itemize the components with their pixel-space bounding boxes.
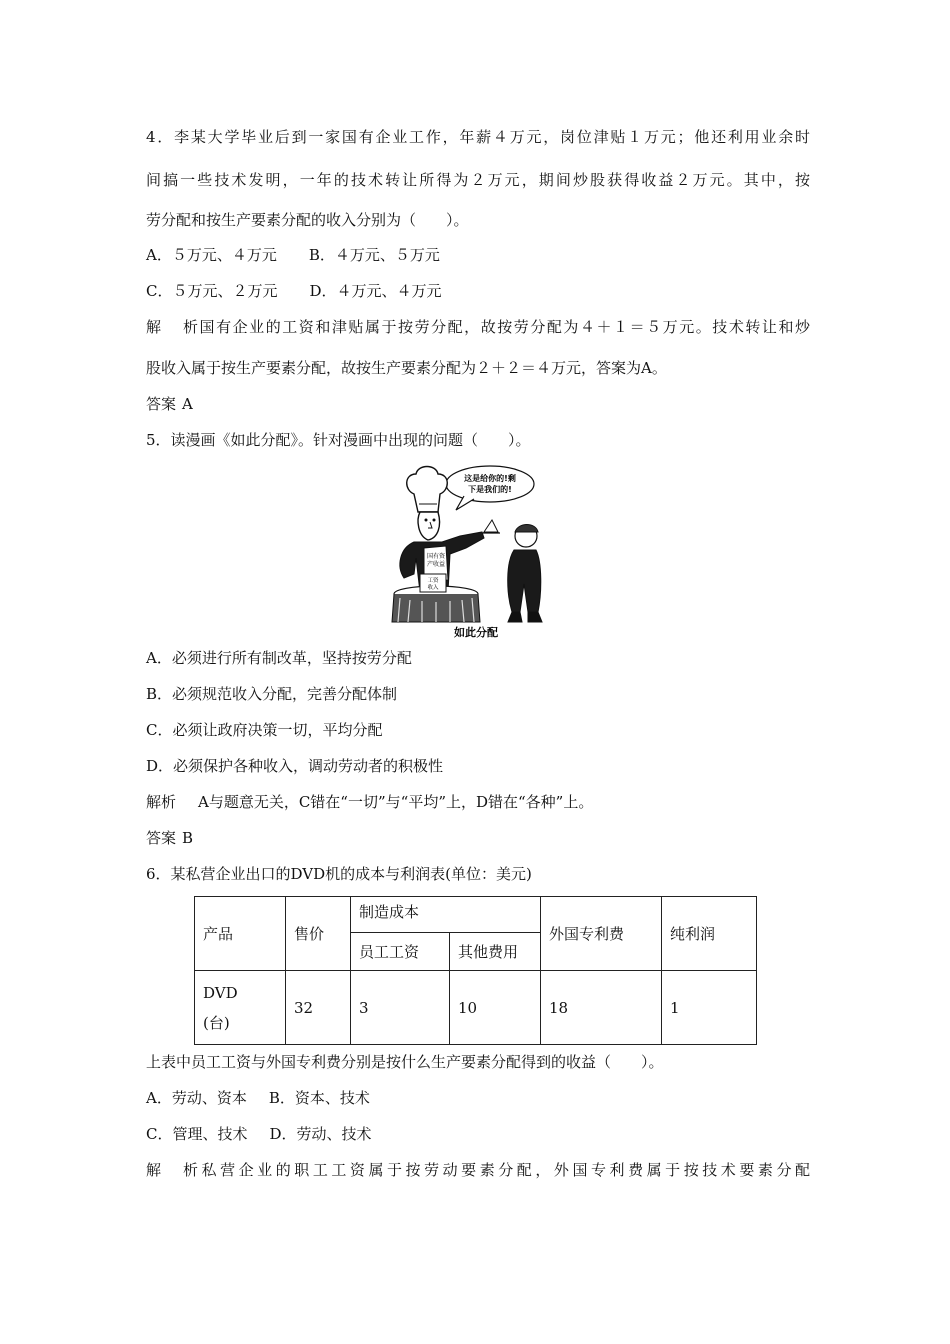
header-other-expenses: 其他费用 [450,933,541,971]
q4-analysis-line-1 [146,317,810,337]
speech-bubble [446,466,534,502]
q5-option-d: D．必须保护各种收入，调动劳动者的积极性 [146,757,444,775]
cell-product-line-1: DVD [203,983,238,1002]
header-foreign-patent-fee: 外国专利费 [541,897,662,971]
q4-option-a: A．５万元、４万元 [146,246,277,264]
cell-other-expenses: 10 [450,971,541,1045]
q4-answer [146,394,193,414]
q5-option-c: C．必须让政府决策一切，平均分配 [146,721,383,739]
q5-stem: 5．读漫画《如此分配》。针对漫画中出现的问题（ ）。 [146,431,531,449]
q6-analysis-label: 解析 [146,1161,198,1179]
cell-price: 32 [286,971,351,1045]
q6-option-d: D．劳动、技术 [269,1125,372,1143]
q4-answer-label: 答案 [146,395,177,413]
worker-cap [515,525,538,533]
q6-options-row-1 [146,1088,370,1108]
q4-stem-line-3: 劳分配和按生产要素分配的收入分别为（ ）。 [146,211,469,229]
q4-analysis-label: 解析 [146,318,198,336]
q5-answer [146,828,193,848]
q4-stem-line-2: 间搞一些技术发明，一年的技术转让所得为２万元，期间炒股获得收益２万元。其中，按 [146,171,810,189]
cartoon-illustration [386,462,566,640]
q6-option-c: C．管理、技术 [146,1125,248,1143]
cell-product [195,971,286,1045]
q5-option-b: B．必须规范收入分配，完善分配体制 [146,685,398,703]
bubble-text-2: 下是我们的! [468,485,512,494]
q6-options-row-2 [146,1124,372,1144]
apron-text-2: 产收益 [426,561,446,568]
header-product: 产品 [195,897,286,971]
cake-text-2: 收入 [427,585,439,591]
q6-option-b: B．资本、技术 [268,1089,370,1107]
cost-profit-table [194,896,757,1045]
worker-body [508,550,541,612]
q4-option-b: B．４万元、５万元 [308,246,440,264]
q4-answer-value: A [182,395,193,413]
cell-staff-wages: 3 [351,971,450,1045]
q5-answer-value: B [182,829,194,847]
header-manufacturing-cost: 制造成本 [351,897,541,933]
cell-foreign-patent-fee: 18 [541,971,662,1045]
apron-text-1: 国有资 [426,553,446,560]
q5-analysis [146,792,593,812]
q5-analysis-text: A与题意无关，C错在“一切”与“平均”上，D错在“各种”上。 [198,793,594,811]
cell-net-profit: 1 [662,971,757,1045]
chef-face [418,512,439,540]
q6-analysis-text: 私营企业的职工工资属于按劳动要素分配，外国专利费属于按技术要素分配 [198,1161,810,1179]
q5-answer-label: 答案 [146,829,177,847]
bubble-text-1: 这是给你的!剩 [464,474,516,483]
cake-slice [484,520,498,532]
q6-analysis [146,1160,810,1180]
q4-options-row-2 [146,281,442,301]
cartoon-caption: 如此分配 [454,626,498,639]
header-staff-wages: 员工工资 [351,933,450,971]
cell-product-line-2: (台) [203,1013,230,1032]
q5-analysis-label: 解析 [146,793,177,811]
chef-hat [407,467,448,513]
header-net-profit: 纯利润 [662,897,757,971]
q4-options-row-1 [146,245,440,265]
q4-analysis-text-1: 国有企业的工资和津贴属于按劳分配，故按劳分配为４＋１＝５万元。技术转让和炒 [198,318,810,336]
q4-analysis-line-2: 股收入属于按生产要素分配，故按生产要素分配为２＋２＝４万元，答案为A。 [146,359,667,377]
header-price: 售价 [286,897,351,971]
q6-option-a: A．劳动、资本 [146,1089,247,1107]
q4-option-c: C．５万元、２万元 [146,282,278,300]
cake-text-1: 工资 [427,578,439,584]
q4-stem-line-1: 4．李某大学毕业后到一家国有企业工作，年薪４万元，岗位津贴１万元；他还利用业余时 [146,128,810,146]
q5-option-a: A．必须进行所有制改革，坚持按劳分配 [146,649,412,667]
q6-question: 上表中员工工资与外国专利费分别是按什么生产要素分配得到的收益（ ）。 [146,1053,664,1071]
q6-stem: 6．某私营企业出口的DVD机的成本与利润表(单位：美元) [146,865,532,883]
q4-option-d: D．４万元、４万元 [309,282,442,300]
